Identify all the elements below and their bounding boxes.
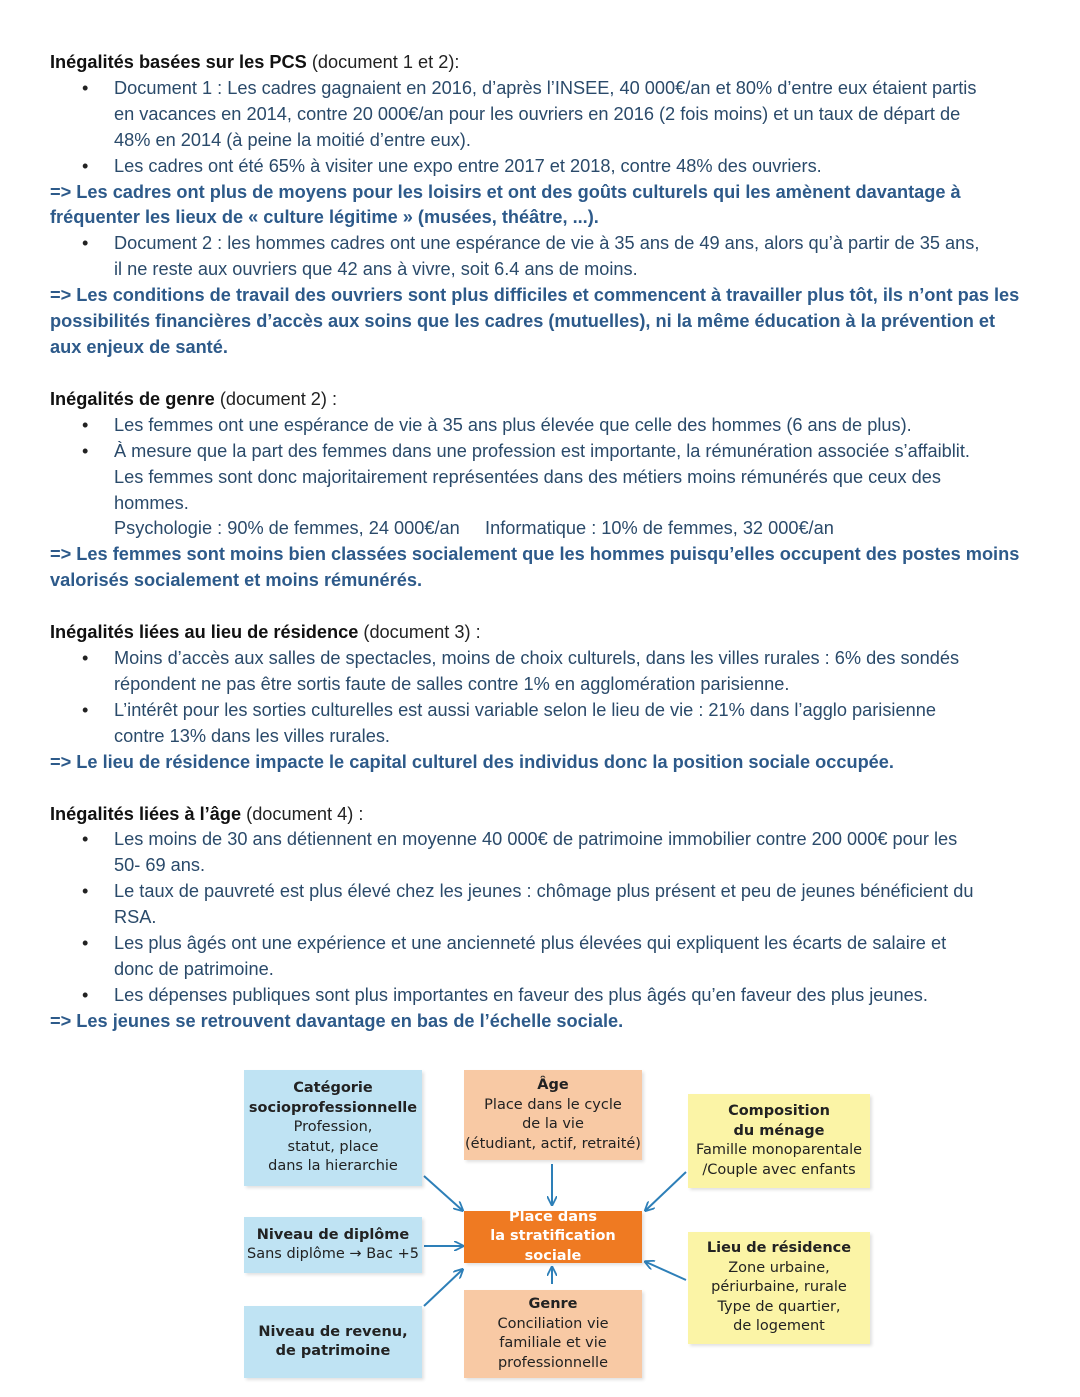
section-title xyxy=(50,387,1035,413)
bullet-item xyxy=(50,827,1035,879)
diagram-box-text: Sans diplôme → Bac +5 xyxy=(247,1246,419,1262)
conclusion-line: fréquenter les lieux de « culture légitime » (musées, théâtre, ...). xyxy=(50,207,599,228)
bullet-line: • À mesure que la part des femmes dans une profession est importante, la rémunération associée s’affaiblit. xyxy=(114,440,970,461)
diagram-box-text: Place dans le cycle xyxy=(484,1096,622,1113)
bullet-item xyxy=(50,439,1035,543)
diagram-box-text: Type de quartier, xyxy=(717,1298,841,1315)
bullet-line: • Les moins de 30 ans détiennent en moyenne 40 000€ de patrimoine immobilier contre 200 000€ pour les xyxy=(114,829,958,850)
box-residence xyxy=(688,1232,870,1344)
diagram-box-text: statut, place xyxy=(287,1138,379,1155)
bullet-line: • Moins d’accès aux salles de spectacles, moins de choix culturels, dans les villes rurales : 6% des sondés xyxy=(114,648,960,669)
section-title-rest: (document 4) : xyxy=(241,803,364,824)
bullet-item xyxy=(50,646,1035,698)
section-title-bold: Inégalités de genre xyxy=(50,388,215,409)
bullet-line: en vacances en 2014, contre 20 000€/an pour les ouvriers en 2016 (2 fois moins) et un taux de départ de xyxy=(114,103,961,124)
box-diplome xyxy=(244,1217,422,1273)
bullet-line: Psychologie : 90% de femmes, 24 000€/an Informatique : 10% de femmes, 32 000€/an xyxy=(114,518,834,539)
box-genre xyxy=(464,1290,642,1378)
diagram-box-title: Lieu de résidence xyxy=(706,1240,852,1257)
bullet-line: répondent ne pas être sortis faute de salles contre 1% en agglomération parisienne. xyxy=(114,673,790,694)
section-title-bold: Inégalités basées sur les PCS xyxy=(50,52,307,72)
bullet-item xyxy=(50,983,1035,1009)
diagram-box-text: (étudiant, actif, retraité) xyxy=(465,1135,641,1152)
diagram-box-text: Zone urbaine, xyxy=(728,1259,830,1276)
diagram-box-text: de la vie xyxy=(522,1116,584,1132)
bullet-line: 50- 69 ans. xyxy=(114,855,205,876)
bullet-item xyxy=(50,698,1035,750)
diagram-box-text: Conciliation vie xyxy=(497,1315,609,1332)
diagram-box-title: du ménage xyxy=(733,1122,825,1139)
conclusion-line: => Le lieu de résidence impacte le capital culturel des individus donc la position sociale occupée. xyxy=(50,751,894,772)
bullet-line: il ne reste aux ouvriers que 42 ans à vivre, soit 6.4 ans de moins. xyxy=(114,259,638,280)
bullet-line: Les femmes sont donc majoritairement représentées dans des métiers moins rémunérés que ceux des xyxy=(114,466,941,487)
box-center xyxy=(464,1208,642,1264)
box-pcs xyxy=(244,1070,422,1186)
arrow-pcs xyxy=(424,1176,462,1210)
bullet-line: • Document 2 : les hommes cadres ont une espérance de vie à 35 ans de 49 ans, alors qu’à partir de 35 ans, xyxy=(114,233,980,254)
diagram-box-text: dans la hierarchie xyxy=(268,1158,398,1175)
arrow-menage xyxy=(646,1172,686,1210)
bullet-line: hommes. xyxy=(114,492,189,513)
section-gap xyxy=(50,594,1035,620)
diagram-box-title: la stratification sociale xyxy=(490,1228,616,1264)
bullet-item xyxy=(50,931,1035,983)
section-title xyxy=(50,620,1035,646)
bullet-line: • Document 1 : Les cadres gagnaient en 2016, d’après l’INSEE, 40 000€/an et 80% d’entre eux étaient partis xyxy=(114,77,977,98)
diagram-box-title: socioprofessionnelle xyxy=(248,1099,418,1116)
bullet-item xyxy=(50,76,1035,154)
bullet-list xyxy=(50,413,1035,543)
bullet-line: • Les plus âgés ont une expérience et une ancienneté plus élevées qui expliquent les écarts de salaire et xyxy=(114,933,947,954)
bullet-line: 48% en 2014 (à peine la moitié d’entre eux). xyxy=(114,129,471,150)
bullet-line: donc de patrimoine. xyxy=(114,959,274,979)
diagram-box-text: familiale et vie xyxy=(499,1335,607,1351)
bullet-line: contre 13% dans les villes rurales. xyxy=(114,725,390,746)
conclusion-line: => Les femmes sont moins bien classées socialement que les hommes puisqu’elles occupent des postes moins xyxy=(50,544,1020,565)
document-body xyxy=(50,50,1035,1035)
diagram-box-title: Place dans xyxy=(509,1208,597,1225)
section-title xyxy=(50,50,1035,76)
conclusion-line: possibilités financières d’accès aux soins que les cadres (mutuelles), ni la même éducation à la prévention et xyxy=(50,311,996,332)
section-gap xyxy=(50,776,1035,802)
diagram-box-text: Famille monoparentale xyxy=(695,1142,863,1158)
section-title-rest: (document 3) : xyxy=(358,622,481,643)
bullet-list xyxy=(50,827,1035,1008)
bullet-item xyxy=(50,879,1035,931)
conclusion-line: valorisés socialement et moins rémunérés. xyxy=(50,570,423,591)
diagram-box-text: Profession, xyxy=(293,1119,373,1136)
diagram-box-text: périurbaine, rurale xyxy=(711,1279,847,1296)
diagram-box-title: Catégorie xyxy=(293,1080,373,1097)
diagram-box-title: Niveau de revenu, xyxy=(258,1323,408,1340)
section-title-bold: Inégalités liées à l’âge xyxy=(50,803,242,824)
box-age xyxy=(464,1070,642,1160)
bullet-line: • Les cadres ont été 65% à visiter une expo entre 2017 et 2018, contre 48% des ouvriers. xyxy=(114,155,822,176)
bullet-list xyxy=(50,76,1035,180)
box-menage xyxy=(688,1094,870,1188)
bullet-line: • Le taux de pauvreté est plus élevé chez les jeunes : chômage plus présent et peu de jeunes bénéficient du xyxy=(114,881,974,902)
conclusion-line: aux enjeux de santé. xyxy=(50,336,228,357)
bullet-list xyxy=(50,231,1035,283)
bullet-item xyxy=(50,413,1035,439)
conclusion-line: => Les cadres ont plus de moyens pour les loisirs et ont des goûts culturels qui les amènent davantage à xyxy=(50,181,961,202)
conclusion-line: => Les conditions de travail des ouvriers sont plus difficiles et commencent à travailler plus tôt, ils n’ont pas les xyxy=(50,285,1020,306)
section-title xyxy=(50,802,1035,828)
conclusion-line: => Les jeunes se retrouvent davantage en bas de l’échelle sociale. xyxy=(50,1010,624,1031)
section-title-rest: (document 1 et 2): xyxy=(306,52,460,72)
box-revenu xyxy=(244,1306,422,1378)
diagram-box-title: Niveau de diplôme xyxy=(256,1226,410,1243)
arrow-revenu xyxy=(424,1270,462,1306)
diagram-box-text: /Couple avec enfants xyxy=(702,1161,856,1178)
bullet-item xyxy=(50,154,1035,180)
diagram-box-title: Genre xyxy=(528,1296,578,1312)
bullet-line: RSA. xyxy=(114,907,157,928)
diagram-box-title: Âge xyxy=(537,1077,569,1093)
bullet-line: • Les dépenses publiques sont plus importantes en faveur des plus âgés qu’en faveur des plus jeunes. xyxy=(114,984,928,1005)
diagram-box-title: Composition xyxy=(728,1103,830,1119)
bullet-line: • L’intérêt pour les sorties culturelles est aussi variable selon le lieu de vie : 21% dans l’agglo parisienne xyxy=(114,699,936,720)
section-title-bold: Inégalités liées au lieu de résidence xyxy=(50,622,359,643)
stratification-diagram xyxy=(240,1066,880,1386)
diagram-box-text: professionnelle xyxy=(497,1354,609,1371)
bullet-list xyxy=(50,646,1035,750)
diagram-box-title: de patrimoine xyxy=(275,1343,391,1359)
section-gap xyxy=(50,361,1035,387)
section-title-rest: (document 2) : xyxy=(214,388,338,409)
bullet-item xyxy=(50,231,1035,283)
bullet-line: • Les femmes ont une espérance de vie à 35 ans plus élevée que celle des hommes (6 ans de plus). xyxy=(114,414,912,435)
arrow-residence xyxy=(646,1262,686,1280)
diagram-box-text: de logement xyxy=(733,1318,825,1335)
